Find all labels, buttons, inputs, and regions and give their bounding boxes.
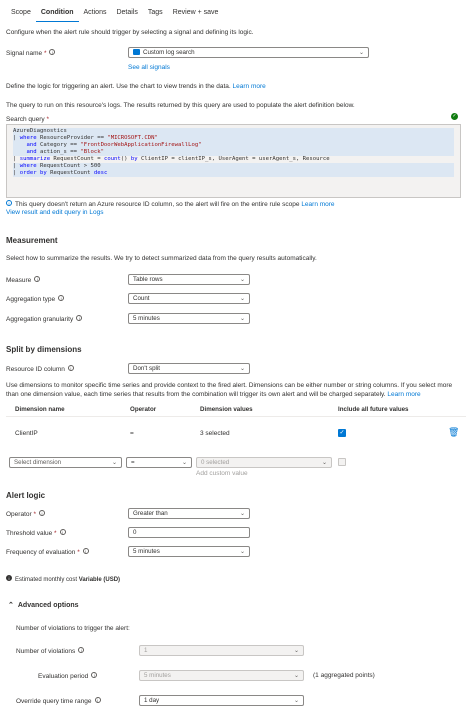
info-icon[interactable]: i — [91, 672, 97, 678]
learn-more-link[interactable]: Learn more — [301, 201, 335, 208]
chevron-down-icon: ⌄ — [239, 296, 245, 302]
alert-logic-title: Alert logic — [6, 491, 46, 500]
info-icon[interactable]: i — [68, 365, 74, 371]
override-time-range-label: Override query time range i — [16, 697, 101, 705]
query-token: "Block" — [80, 149, 104, 155]
measurement-description: Select how to summarize the results. We try to detect summarized data from the query results automatically. — [6, 255, 317, 262]
frequency-dropdown[interactable]: 5 minutes ⌄ — [128, 546, 250, 557]
query-warning: i This query doesn't return an Azure resource ID column, so the alert will fire on the entire rule scope Learn more — [6, 200, 335, 208]
chevron-down-icon: ⌄ — [321, 460, 327, 466]
violations-label: Number of violations to trigger the alert: — [16, 625, 130, 632]
new-include-future-checkbox[interactable] — [338, 458, 346, 466]
aggregated-points-note: (1 aggregated points) — [313, 672, 375, 679]
frequency-label: Frequency of evaluation * i — [6, 548, 89, 556]
query-token: () — [120, 156, 131, 162]
operator-dropdown[interactable]: Greater than ⌄ — [128, 508, 250, 519]
select-dimension-dropdown[interactable]: Select dimension ⌄ — [9, 457, 122, 468]
measure-label: Measure i — [6, 276, 40, 284]
measure-dropdown[interactable]: Table rows ⌄ — [128, 274, 250, 285]
dimension-values-header: Dimension values — [200, 406, 253, 413]
delete-icon[interactable]: 🗑 — [448, 427, 460, 437]
query-token: Category == — [36, 142, 81, 148]
resource-id-dropdown[interactable]: Don't split ⌄ — [128, 363, 250, 374]
chevron-down-icon: ⌄ — [239, 366, 245, 372]
query-line — [13, 135, 454, 142]
query-token: "FrontDoorWebApplicationFirewallLog" — [80, 142, 202, 148]
chevron-down-icon: ⌄ — [239, 549, 245, 555]
query-token: count — [103, 156, 121, 162]
query-token: RequestCount — [46, 170, 94, 176]
num-violations-dropdown[interactable]: 1 ⌄ — [139, 645, 304, 656]
resource-id-label: Resource ID column i — [6, 365, 74, 373]
query-line — [13, 142, 454, 149]
info-icon[interactable]: i — [95, 697, 101, 703]
query-token: action_s == — [36, 149, 81, 155]
new-operator-dropdown[interactable]: = ⌄ — [126, 457, 192, 468]
include-future-header: Include all future values — [338, 406, 409, 413]
query-line — [13, 156, 454, 163]
chevron-down-icon: ⌄ — [293, 698, 299, 704]
split-title: Split by dimensions — [6, 345, 82, 354]
eval-period-dropdown[interactable]: 5 minutes ⌄ — [139, 670, 304, 681]
info-icon[interactable]: i — [78, 647, 84, 653]
dimension-name-header: Dimension name — [15, 406, 65, 413]
signal-name-label: Signal name * i — [6, 49, 55, 57]
estimated-cost: i Estimated monthly cost Variable (USD) — [6, 575, 120, 583]
chevron-down-icon: ⌄ — [239, 277, 245, 283]
learn-more-link[interactable]: Learn more — [232, 83, 266, 90]
add-custom-value[interactable]: Add custom value — [196, 470, 248, 477]
new-dimension-values-dropdown[interactable]: 0 selected ⌄ — [196, 457, 332, 468]
aggregation-granularity-label: Aggregation granularity i — [6, 315, 82, 323]
query-token: ResourceProvider == — [36, 135, 108, 141]
threshold-label: Threshold value * i — [6, 529, 66, 537]
query-token: | — [13, 170, 20, 176]
query-line — [13, 163, 454, 170]
query-token: where — [19, 163, 37, 169]
operator-header: Operator — [130, 406, 157, 413]
aggregation-granularity-dropdown[interactable]: 5 minutes ⌄ — [128, 313, 250, 324]
query-token: | — [13, 135, 20, 141]
query-line — [13, 149, 454, 156]
measurement-title: Measurement — [6, 236, 58, 245]
tab-review-save[interactable]: Review + save — [172, 9, 219, 16]
chevron-up-icon: ⌃ — [8, 602, 14, 609]
num-violations-label: Number of violations i — [16, 647, 84, 655]
info-icon[interactable]: i — [76, 315, 82, 321]
query-token: and — [13, 142, 37, 148]
query-token: by — [130, 156, 138, 162]
info-icon[interactable]: i — [58, 295, 64, 301]
query-token: AzureDiagnostics — [13, 128, 67, 134]
query-token: RequestCount = — [50, 156, 104, 162]
tab-details[interactable]: Details — [116, 9, 138, 16]
info-icon: i — [6, 575, 12, 581]
advanced-options-toggle[interactable]: ⌃ Advanced options — [8, 602, 79, 609]
threshold-input[interactable]: 0 — [128, 527, 250, 538]
dimension-name-cell: ClientIP — [15, 430, 38, 437]
info-icon[interactable]: i — [83, 548, 89, 554]
query-token: | — [13, 156, 20, 162]
query-line — [13, 128, 454, 135]
signal-name-dropdown[interactable]: Custom log search ⌄ — [128, 47, 369, 58]
chevron-down-icon: ⌄ — [239, 316, 245, 322]
query-token: and — [13, 149, 37, 155]
info-icon[interactable]: i — [34, 276, 40, 282]
tab-condition[interactable]: Condition — [36, 6, 79, 22]
query-token: "MICROSOFT.CDN" — [107, 135, 158, 141]
search-query-label: Search query * — [6, 116, 50, 123]
chevron-down-icon: ⌄ — [239, 511, 245, 517]
override-time-range-dropdown[interactable]: 1 day ⌄ — [139, 695, 304, 706]
query-token: order — [19, 170, 37, 176]
tab-tags[interactable]: Tags — [147, 9, 163, 16]
search-query-editor[interactable] — [6, 124, 461, 198]
aggregation-type-dropdown[interactable]: Count ⌄ — [128, 293, 250, 304]
info-icon: i — [6, 200, 12, 206]
include-future-checkbox[interactable]: ✓ — [339, 430, 345, 436]
operator-label: Operator * i — [6, 510, 45, 518]
query-token: summarize — [19, 156, 51, 162]
tab-bar — [6, 6, 223, 22]
query-description: The query to run on this resource's logs. The results returned by this query are used to populate the alert definition below. — [6, 102, 355, 109]
divider — [6, 416, 466, 417]
dimension-values-cell[interactable]: 3 selected — [200, 430, 230, 437]
query-token: ClientIP = clientIP_s, UserAgent = userAgent_s, Resource — [137, 156, 330, 162]
info-icon[interactable]: i — [49, 49, 55, 55]
operator-cell: = — [130, 430, 134, 437]
chevron-down-icon: ⌄ — [293, 648, 299, 654]
query-token: where — [19, 135, 37, 141]
chevron-down-icon: ⌄ — [111, 460, 117, 466]
chevron-down-icon: ⌄ — [181, 460, 187, 466]
eval-period-label: Evaluation period i — [38, 672, 97, 680]
aggregation-type-label: Aggregation type i — [6, 295, 64, 303]
tab-actions[interactable]: Actions — [83, 9, 107, 16]
query-line — [13, 170, 454, 177]
valid-check-icon: ✓ — [452, 113, 457, 119]
intro-text: Configure when the alert rule should trigger by selecting a signal and defining its logic. — [6, 29, 254, 36]
chevron-down-icon: ⌄ — [358, 50, 364, 56]
view-result-link[interactable]: View result and edit query in Logs — [6, 209, 104, 216]
info-icon[interactable]: i — [60, 529, 66, 535]
query-token: RequestCount > 500 — [36, 163, 101, 169]
chevron-down-icon: ⌄ — [293, 673, 299, 679]
log-search-icon — [133, 49, 140, 55]
tab-scope[interactable]: Scope — [11, 9, 31, 16]
query-token: by — [39, 170, 47, 176]
query-token: desc — [93, 170, 108, 176]
split-description: Use dimensions to monitor specific time series and provide context to the fired alert. Dimensions can be either number or string columns. If you select more than one dimension value, each time series that results from the combination will trigger its own alert and will be charged separately. Learn more — [6, 382, 453, 398]
info-icon[interactable]: i — [39, 510, 45, 516]
logic-description: Define the logic for triggering an alert. Use the chart to view trends in the data. Learn more — [6, 83, 266, 90]
query-token: | — [13, 163, 20, 169]
learn-more-link[interactable]: Learn more — [387, 391, 421, 398]
see-all-signals-link[interactable]: See all signals — [128, 64, 170, 71]
